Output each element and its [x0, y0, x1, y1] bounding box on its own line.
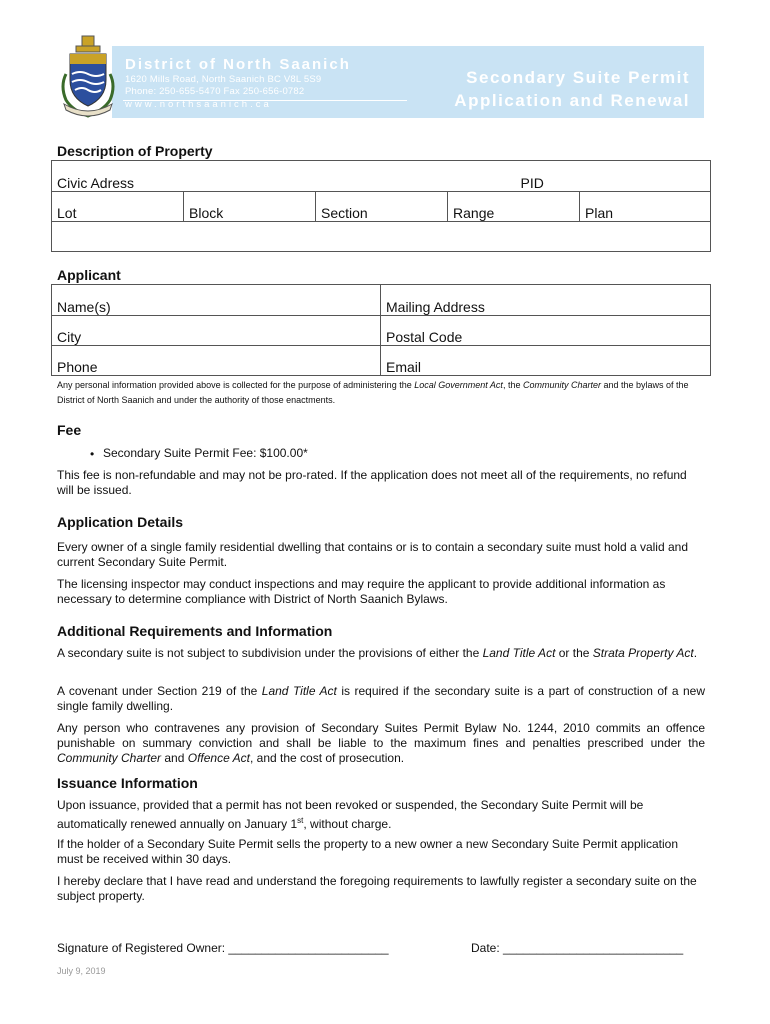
- district-address: 1620 Mills Road, North Saanich BC V8L 5S9: [125, 74, 322, 85]
- application-details-para1: Every owner of a single family residential dwelling that contains or is to contain a secondary suite must hold a valid and current Secondary Suite Permit.: [57, 540, 689, 569]
- form-title-line1: Secondary Suite Permit: [466, 68, 690, 87]
- date-line[interactable]: Date: ___________________________: [471, 941, 684, 955]
- fee-heading: Fee: [57, 422, 82, 438]
- property-extra-field[interactable]: [52, 222, 711, 252]
- section-field[interactable]: Section: [316, 192, 448, 222]
- district-crest-logo: [60, 34, 116, 118]
- additional-para2: A covenant under Section 219 of the Land Title Act is required if the secondary suite is a part of construction of a new single family dwelling.: [57, 684, 706, 713]
- mailing-address-field[interactable]: Mailing Address: [381, 285, 711, 316]
- owner-signature-line[interactable]: Signature of Registered Owner: ________________________: [57, 941, 389, 955]
- fee-note: This fee is non-refundable and may not be pro-rated. If the application does not meet all of the requirements, no refund will be issued.: [57, 468, 687, 497]
- district-website[interactable]: www.northsaanich.ca: [125, 99, 272, 110]
- issuance-para1: Upon issuance, provided that a permit has not been revoked or suspended, the Secondary Suite Permit will be automatically renewed annually on January 1st, without charge.: [57, 798, 644, 831]
- civic-address-field[interactable]: Civic Adress: [52, 161, 448, 192]
- declaration-text: I hereby declare that I have read and understand the foregoing requirements to lawfully register a secondary suite on the subject property.: [57, 874, 697, 903]
- pid-field[interactable]: [520, 161, 711, 192]
- email-field[interactable]: Email: [381, 346, 711, 376]
- city-field[interactable]: City: [52, 316, 381, 346]
- application-details-heading: Application Details: [57, 514, 184, 530]
- plan-field[interactable]: Plan: [580, 192, 711, 222]
- form-title-line2: Application and Renewal: [454, 91, 690, 110]
- property-table: [51, 160, 711, 252]
- additional-para3: Any person who contravenes any provision of Secondary Suites Permit Bylaw No. 1244, 2010 commits an offence punishable on summary conviction and shall be liable to the maximum fines and penalties prescribed under the Community Charter and Offence Act, and the cost of prosecution.: [57, 721, 705, 765]
- fee-item: Secondary Suite Permit Fee: $100.00*: [103, 446, 308, 460]
- phone-field[interactable]: Phone: [52, 346, 381, 376]
- range-field[interactable]: Range: [448, 192, 580, 222]
- names-field[interactable]: Name(s): [52, 285, 381, 316]
- lot-field[interactable]: Lot: [52, 192, 184, 222]
- additional-heading: Additional Requirements and Information: [57, 623, 333, 639]
- district-contact: Phone: 250-655-5470 Fax 250-656-0782: [125, 86, 305, 97]
- applicant-heading: Applicant: [57, 267, 121, 283]
- additional-para1: A secondary suite is not subject to subdivision under the provisions of either the Land Title Act or the Strata Property Act.: [57, 646, 698, 660]
- applicant-table: [51, 284, 711, 376]
- property-heading: Description of Property: [57, 143, 213, 159]
- privacy-notice: Any personal information provided above is collected for the purpose of administering the Local Government Act, the Community Charter and the bylaws of the District of North Saanich and under the authority of those enactments.: [57, 380, 689, 405]
- pid-label: PID: [520, 175, 544, 191]
- issuance-para2: If the holder of a Secondary Suite Permit sells the property to a new owner a new Secondary Suite Permit application must be received within 30 days.: [57, 837, 678, 866]
- district-name: District of North Saanich: [125, 56, 351, 73]
- issuance-heading: Issuance Information: [57, 775, 198, 791]
- postal-code-field[interactable]: Postal Code: [381, 316, 711, 346]
- application-details-para2: The licensing inspector may conduct inspections and may require the applicant to provide additional information as necessary to determine compliance with District of North Saanich Bylaws.: [57, 577, 666, 606]
- block-field[interactable]: Block: [184, 192, 316, 222]
- fee-bullet: •: [90, 447, 95, 461]
- footer-date: July 9, 2019: [57, 966, 106, 976]
